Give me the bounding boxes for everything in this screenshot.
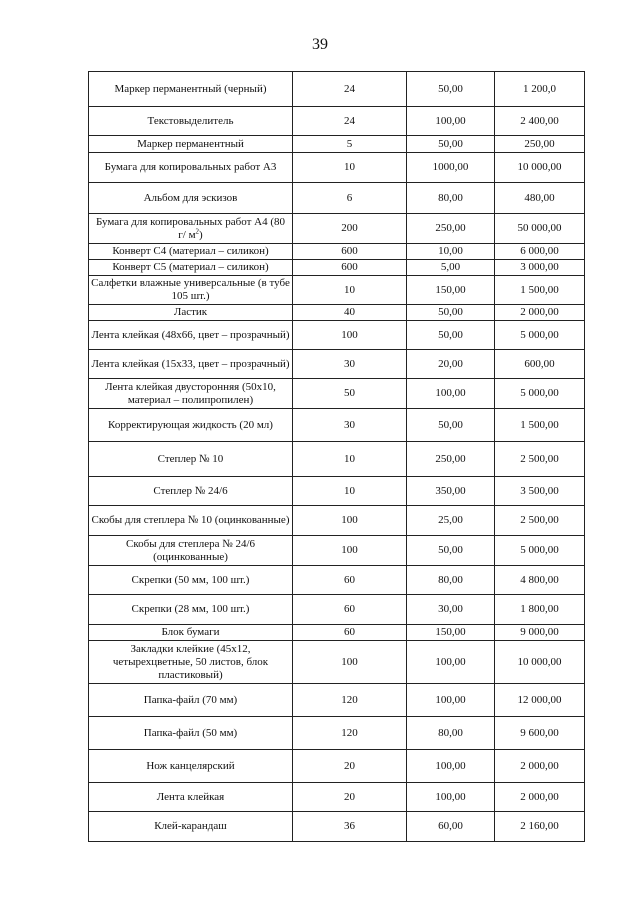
item-quantity: 120 — [293, 684, 407, 717]
item-price: 80,00 — [407, 183, 495, 214]
item-quantity: 30 — [293, 409, 407, 442]
item-price: 100,00 — [407, 783, 495, 812]
item-sum: 2 000,00 — [495, 783, 585, 812]
table-row — [89, 783, 585, 812]
item-quantity: 20 — [293, 750, 407, 783]
item-name — [89, 214, 293, 244]
item-sum: 10 000,00 — [495, 153, 585, 183]
item-name: Салфетки влажные универсальные (в тубе 105 шт.) — [89, 276, 293, 305]
item-name: Скобы для степлера № 10 (оцинкованные) — [89, 506, 293, 536]
item-sum: 12 000,00 — [495, 684, 585, 717]
table-row — [89, 566, 585, 595]
table-row — [89, 442, 585, 477]
table-row — [89, 506, 585, 536]
item-price: 60,00 — [407, 812, 495, 842]
item-price: 350,00 — [407, 477, 495, 506]
item-price: 5,00 — [407, 260, 495, 276]
table-row — [89, 260, 585, 276]
item-sum: 250,00 — [495, 136, 585, 153]
item-quantity: 30 — [293, 350, 407, 379]
table-row — [89, 214, 585, 244]
item-name-text: Бумага для копировальных работ А4 (80 г/ м — [95, 215, 286, 241]
item-name: Лента клейкая двусторонняя (50х10, материал – полипропилен) — [89, 379, 293, 409]
item-price: 10,00 — [407, 244, 495, 260]
item-quantity: 20 — [293, 783, 407, 812]
item-quantity: 60 — [293, 625, 407, 641]
item-name: Лента клейкая (15х33, цвет – прозрачный) — [89, 350, 293, 379]
item-quantity: 600 — [293, 244, 407, 260]
item-quantity: 50 — [293, 379, 407, 409]
item-quantity: 6 — [293, 183, 407, 214]
item-quantity: 24 — [293, 107, 407, 136]
item-sum: 1 500,00 — [495, 409, 585, 442]
item-name: Блок бумаги — [89, 625, 293, 641]
item-price: 20,00 — [407, 350, 495, 379]
item-price: 250,00 — [407, 214, 495, 244]
item-price: 50,00 — [407, 72, 495, 107]
item-quantity: 200 — [293, 214, 407, 244]
item-quantity: 120 — [293, 717, 407, 750]
item-quantity: 10 — [293, 442, 407, 477]
item-sum: 3 500,00 — [495, 477, 585, 506]
table-row — [89, 107, 585, 136]
table-row — [89, 536, 585, 566]
item-quantity: 10 — [293, 477, 407, 506]
item-price: 1000,00 — [407, 153, 495, 183]
table-row — [89, 477, 585, 506]
item-name: Конверт С4 (материал – силикон) — [89, 244, 293, 260]
item-price: 250,00 — [407, 442, 495, 477]
item-name: Ластик — [89, 305, 293, 321]
item-quantity: 10 — [293, 276, 407, 305]
item-quantity: 24 — [293, 72, 407, 107]
table-row — [89, 379, 585, 409]
item-sum: 5 000,00 — [495, 321, 585, 350]
item-price: 80,00 — [407, 566, 495, 595]
item-price: 80,00 — [407, 717, 495, 750]
table-row — [89, 305, 585, 321]
item-price: 100,00 — [407, 379, 495, 409]
item-sum: 10 000,00 — [495, 641, 585, 684]
item-quantity: 40 — [293, 305, 407, 321]
item-quantity: 5 — [293, 136, 407, 153]
item-quantity: 100 — [293, 536, 407, 566]
item-price: 150,00 — [407, 625, 495, 641]
item-price: 50,00 — [407, 536, 495, 566]
table-row — [89, 321, 585, 350]
table-row — [89, 409, 585, 442]
table-row — [89, 276, 585, 305]
item-price: 25,00 — [407, 506, 495, 536]
item-price: 150,00 — [407, 276, 495, 305]
item-sum: 9 600,00 — [495, 717, 585, 750]
table-row — [89, 641, 585, 684]
item-quantity: 60 — [293, 595, 407, 625]
item-quantity: 60 — [293, 566, 407, 595]
item-sum: 2 160,00 — [495, 812, 585, 842]
item-sum: 1 500,00 — [495, 276, 585, 305]
item-sum: 4 800,00 — [495, 566, 585, 595]
item-price: 100,00 — [407, 684, 495, 717]
item-quantity: 10 — [293, 153, 407, 183]
item-name: Скрепки (50 мм, 100 шт.) — [89, 566, 293, 595]
item-name: Скрепки (28 мм, 100 шт.) — [89, 595, 293, 625]
item-price: 50,00 — [407, 409, 495, 442]
item-price: 100,00 — [407, 107, 495, 136]
item-sum: 2 000,00 — [495, 305, 585, 321]
table-row — [89, 136, 585, 153]
item-sum: 5 000,00 — [495, 379, 585, 409]
item-name-end: ) — [199, 228, 203, 241]
table-row — [89, 72, 585, 107]
table-row — [89, 244, 585, 260]
item-name: Нож канцелярский — [89, 750, 293, 783]
item-quantity: 36 — [293, 812, 407, 842]
item-sum: 600,00 — [495, 350, 585, 379]
item-price: 100,00 — [407, 641, 495, 684]
item-sum: 1 800,00 — [495, 595, 585, 625]
item-name: Конверт С5 (материал – силикон) — [89, 260, 293, 276]
item-name: Альбом для эскизов — [89, 183, 293, 214]
item-quantity: 100 — [293, 321, 407, 350]
item-quantity: 100 — [293, 641, 407, 684]
item-sum: 480,00 — [495, 183, 585, 214]
table-row — [89, 183, 585, 214]
table-row — [89, 350, 585, 379]
item-name: Папка-файл (70 мм) — [89, 684, 293, 717]
item-price: 30,00 — [407, 595, 495, 625]
item-name: Скобы для степлера № 24/6 (оцинкованные) — [89, 536, 293, 566]
table-row — [89, 625, 585, 641]
supplies-table — [88, 71, 585, 842]
item-quantity: 100 — [293, 506, 407, 536]
item-sum: 9 000,00 — [495, 625, 585, 641]
page-number: 39 — [312, 36, 328, 53]
item-price: 50,00 — [407, 136, 495, 153]
item-price: 50,00 — [407, 321, 495, 350]
item-name: Закладки клейкие (45х12, четырехцветные, 50 листов, блок пластиковый) — [89, 641, 293, 684]
table-row — [89, 595, 585, 625]
item-sum: 6 000,00 — [495, 244, 585, 260]
item-sum: 2 500,00 — [495, 442, 585, 477]
superscript: 2 — [195, 226, 200, 235]
item-name: Корректирующая жидкость (20 мл) — [89, 409, 293, 442]
item-name: Степлер № 10 — [89, 442, 293, 477]
table-row — [89, 153, 585, 183]
table-row — [89, 750, 585, 783]
item-sum: 2 400,00 — [495, 107, 585, 136]
item-price: 50,00 — [407, 305, 495, 321]
item-sum: 3 000,00 — [495, 260, 585, 276]
item-name: Степлер № 24/6 — [89, 477, 293, 506]
item-sum: 2 500,00 — [495, 506, 585, 536]
item-sum: 1 200,0 — [495, 72, 585, 107]
item-name: Бумага для копировальных работ А3 — [89, 153, 293, 183]
item-name: Маркер перманентный — [89, 136, 293, 153]
item-name: Лента клейкая — [89, 783, 293, 812]
item-sum: 50 000,00 — [495, 214, 585, 244]
table-row — [89, 684, 585, 717]
item-name: Клей-карандаш — [89, 812, 293, 842]
item-sum: 2 000,00 — [495, 750, 585, 783]
table-row — [89, 717, 585, 750]
item-name: Папка-файл (50 мм) — [89, 717, 293, 750]
item-name: Текстовыделитель — [89, 107, 293, 136]
item-price: 100,00 — [407, 750, 495, 783]
item-name: Маркер перманентный (черный) — [89, 72, 293, 107]
table-row — [89, 812, 585, 842]
item-name: Лента клейкая (48х66, цвет – прозрачный) — [89, 321, 293, 350]
item-sum: 5 000,00 — [495, 536, 585, 566]
item-quantity: 600 — [293, 260, 407, 276]
